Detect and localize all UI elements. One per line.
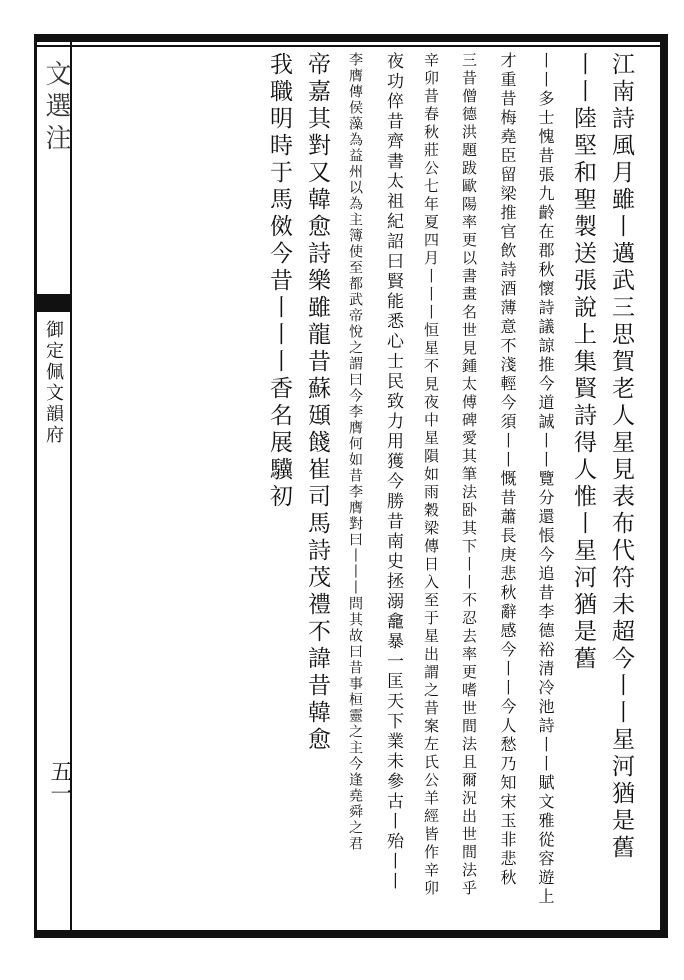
text-column-7: 夜功倅昔齊書太祖紀詔曰賢能悉心士民致力用獲今勝昔南史拯溺龕暴一匡天下業未參古丨殆丨丨 bbox=[383, 52, 403, 892]
text-column-2: 丨丨陸堅和聖製送張說上集賢詩得人惟丨星河猶是舊 bbox=[570, 52, 596, 673]
text-column-1: 江南詩風月雖丨邁武三思賀老人星見表布代符未超今丨丨星河猶是舊 bbox=[608, 52, 634, 862]
text-column-3: 丨丨多士愧昔張九齡在郡秋懷詩議諒推今道誠丨丨覽分還悵今追昔李德裕清冷池詩丨丨賦文雅從容遊上 bbox=[536, 52, 555, 907]
text-column-9: 帝嘉其對又韓愈詩樂雖龍昔蘇頲餞崔司馬詩茂禮不諱昔韓愈 bbox=[304, 52, 330, 754]
text-column-10: 我職明時于馬傚今昔丨丨丨香名展驥初 bbox=[266, 52, 292, 511]
book-title: 御定佩文韻府 bbox=[43, 320, 64, 446]
page-number: 五一 bbox=[47, 760, 72, 804]
text-column-8: 李膺傳侯藻為益州以為主簿使至都武帝悅之謂曰今李膺何如昔李膺對曰丨丨丨問其故曰昔事桓靈之主今逢堯舜之君 bbox=[347, 52, 363, 852]
text-column-5: 三昔僧德洪題跋歐陽率更以書畫名世見鍾太傅碑愛其筆法卧其下丨丨不忍去率更嗜世間法且爾況出世間法乎 bbox=[460, 52, 478, 898]
left-border-rule bbox=[34, 34, 37, 938]
text-column-6: 辛卯昔春秋莊公七年夏四月丨丨丨恒星不見夜中星隕如雨穀梁傳日入至于星出謂之昔案左氏公羊經皆作辛卯 bbox=[422, 52, 440, 898]
top-border-thin-rule bbox=[34, 45, 668, 47]
right-border-rule bbox=[660, 34, 668, 938]
margin-heading: 文選注 bbox=[41, 60, 71, 156]
text-column-4: 才重昔梅堯臣留梁推官飲詩酒薄意不淺輕今須丨丨慨昔蕭長庚悲秋辭感今丨丨今人愁乃知宋玉非悲秋 bbox=[498, 52, 517, 888]
top-border-rule bbox=[34, 34, 668, 42]
bottom-border-rule bbox=[34, 930, 668, 938]
fishtail-mark bbox=[34, 294, 70, 312]
